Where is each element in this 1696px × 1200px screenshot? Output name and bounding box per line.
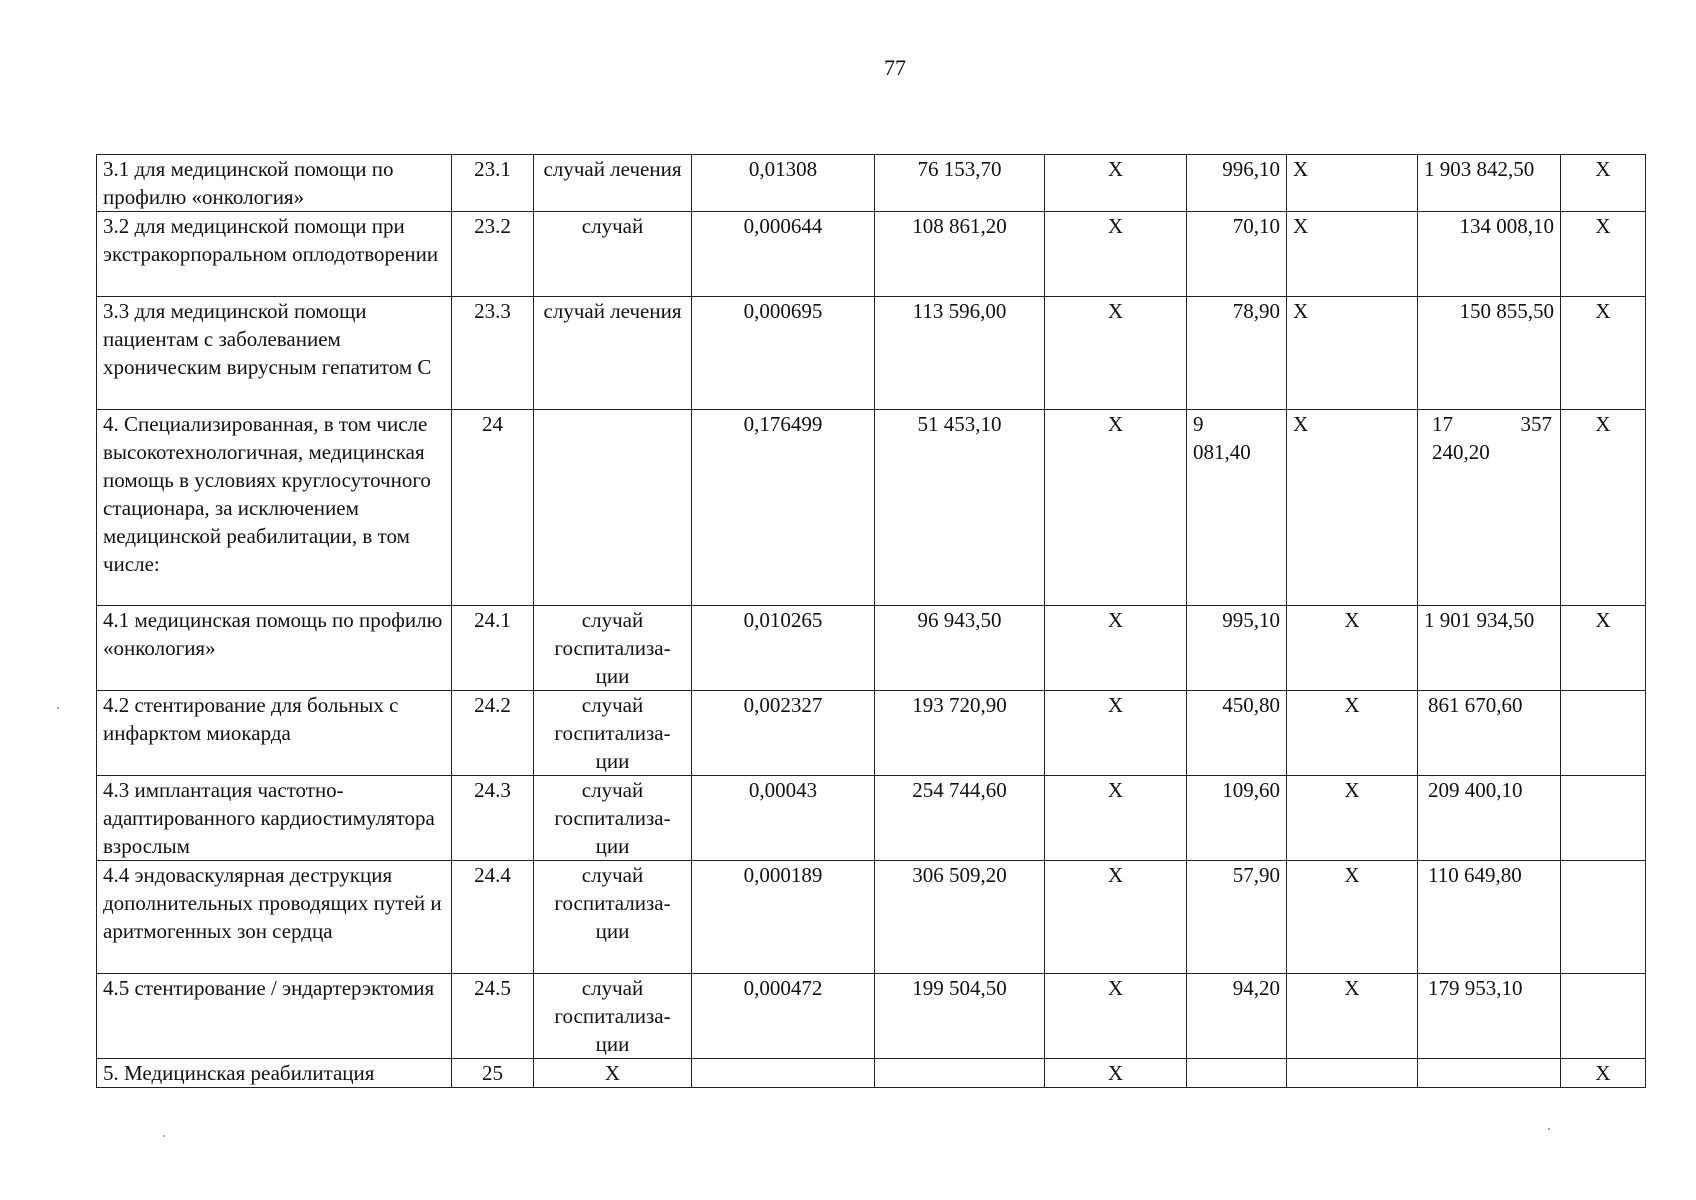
x-mark (1561, 691, 1646, 776)
unit-text: случай госпитализа-ции (554, 608, 671, 688)
volume-norm: 0,002327 (692, 691, 875, 776)
total-value: 1 903 842,50 (1418, 155, 1561, 212)
per-capita-value: 94,20 (1187, 974, 1287, 1059)
unit-of-measure (534, 861, 692, 974)
x-mark: X (1287, 776, 1418, 861)
x-mark: X (1561, 410, 1646, 606)
total-value: 150 855,50 (1418, 297, 1561, 410)
volume-norm: 0,01308 (692, 155, 875, 212)
volume-norm: 0,000644 (692, 212, 875, 297)
cost-norm: 51 453,10 (875, 410, 1045, 606)
x-mark: X (1561, 155, 1646, 212)
x-mark: X (1045, 776, 1187, 861)
per-capita-value: 995,10 (1187, 606, 1287, 691)
row-number: 23.2 (452, 212, 534, 297)
x-mark: X (1561, 606, 1646, 691)
table-row (97, 691, 1646, 776)
scan-speck (1548, 1128, 1550, 1130)
x-mark: X (1287, 606, 1418, 691)
table-row (97, 776, 1646, 861)
per-capita-value: 78,90 (1187, 297, 1287, 410)
per-capita-value: 57,90 (1187, 861, 1287, 974)
row-name: 4.1 медицинская помощь по профилю «онкология» (97, 606, 452, 691)
cost-norm: 113 596,00 (875, 297, 1045, 410)
row-number: 24.3 (452, 776, 534, 861)
unit-of-measure: X (534, 1059, 692, 1088)
per-capita-value: 450,80 (1187, 691, 1287, 776)
row-number: 24.1 (452, 606, 534, 691)
unit-of-measure (534, 691, 692, 776)
total-value (1418, 410, 1561, 606)
x-mark: X (1045, 691, 1187, 776)
per-capita-value: 109,60 (1187, 776, 1287, 861)
unit-of-measure (534, 974, 692, 1059)
row-name: 4.5 стентирование / эндартерэктомия (97, 974, 452, 1059)
unit-text: случай госпитализа-ции (554, 976, 671, 1056)
cost-norm: 96 943,50 (875, 606, 1045, 691)
x-mark: X (1561, 297, 1646, 410)
volume-norm: 0,000472 (692, 974, 875, 1059)
tariff-table (96, 154, 1646, 1088)
x-mark: X (1045, 974, 1187, 1059)
table-row (97, 297, 1646, 410)
volume-norm: 0,000695 (692, 297, 875, 410)
row-name: 4.4 эндоваскулярная деструкция дополнительных проводящих путей и аритмогенных зон сердца (97, 861, 452, 974)
total-value: 1 901 934,50 (1418, 606, 1561, 691)
x-mark: X (1561, 1059, 1646, 1088)
table-row (97, 410, 1646, 606)
total-value: 861 670,60 (1418, 691, 1561, 776)
total-value: 209 400,10 (1418, 776, 1561, 861)
row-name: 3.3 для медицинской помощи пациентам с заболеванием хроническим вирусным гепатитом С (97, 297, 452, 410)
unit-of-measure: случай (534, 212, 692, 297)
volume-norm: 0,000189 (692, 861, 875, 974)
x-mark: X (1045, 212, 1187, 297)
cost-norm: 306 509,20 (875, 861, 1045, 974)
x-mark: X (1045, 410, 1187, 606)
cost-norm: 108 861,20 (875, 212, 1045, 297)
row-number: 23.3 (452, 297, 534, 410)
x-mark: X (1287, 691, 1418, 776)
x-mark (1287, 1059, 1418, 1088)
table-row (97, 606, 1646, 691)
volume-norm (692, 1059, 875, 1088)
cost-norm: 193 720,90 (875, 691, 1045, 776)
row-name: 4. Специализированная, в том числе высокотехнологичная, медицинская помощь в условиях круглосуточного стационара, за исключением медицинской реабилитации, в том числе: (97, 410, 452, 606)
cost-norm: 254 744,60 (875, 776, 1045, 861)
table-row (97, 155, 1646, 212)
x-mark: X (1287, 974, 1418, 1059)
total-value: 179 953,10 (1418, 974, 1561, 1059)
row-number: 24 (452, 410, 534, 606)
row-name: 3.1 для медицинской помощи по профилю «онкология» (97, 155, 452, 212)
unit-of-measure (534, 606, 692, 691)
x-mark (1561, 776, 1646, 861)
unit-of-measure: случай лечения (534, 155, 692, 212)
row-number: 25 (452, 1059, 534, 1088)
x-mark: X (1287, 297, 1418, 410)
row-number: 23.1 (452, 155, 534, 212)
total-text: 17 357 240,20 (1432, 412, 1552, 464)
total-value (1418, 1059, 1561, 1088)
x-mark: X (1045, 606, 1187, 691)
unit-of-measure (534, 776, 692, 861)
per-capita-value: 996,10 (1187, 155, 1287, 212)
x-mark: X (1287, 861, 1418, 974)
row-name: 4.2 стентирование для больных с инфарктом миокарда (97, 691, 452, 776)
per-capita-value (1187, 1059, 1287, 1088)
x-mark: X (1287, 212, 1418, 297)
x-mark: X (1045, 155, 1187, 212)
row-name: 5. Медицинская реабилитация (97, 1059, 452, 1088)
per-capita-value: 70,10 (1187, 212, 1287, 297)
row-name: 3.2 для медицинской помощи при экстракорпоральном оплодотворении (97, 212, 452, 297)
total-value: 134 008,10 (1418, 212, 1561, 297)
unit-text: случай госпитализа-ции (554, 778, 671, 858)
per-capita-text: 9 081,40 (1193, 412, 1251, 464)
volume-norm: 0,176499 (692, 410, 875, 606)
table-row (97, 974, 1646, 1059)
cost-norm: 199 504,50 (875, 974, 1045, 1059)
table-row (97, 1059, 1646, 1088)
x-mark: X (1045, 1059, 1187, 1088)
x-mark: X (1045, 297, 1187, 410)
unit-text: случай госпитализа-ции (554, 693, 671, 773)
scan-speck (163, 1135, 165, 1137)
volume-norm: 0,00043 (692, 776, 875, 861)
table-row (97, 861, 1646, 974)
row-number: 24.2 (452, 691, 534, 776)
x-mark: X (1287, 155, 1418, 212)
x-mark: X (1287, 410, 1418, 606)
unit-of-measure: случай лечения (534, 297, 692, 410)
total-value: 110 649,80 (1418, 861, 1561, 974)
per-capita-value (1187, 410, 1287, 606)
row-number: 24.4 (452, 861, 534, 974)
unit-text: случай госпитализа-ции (554, 863, 671, 943)
cost-norm: 76 153,70 (875, 155, 1045, 212)
x-mark: X (1561, 212, 1646, 297)
scan-speck (57, 707, 59, 709)
page-number: 77 (884, 55, 906, 80)
x-mark (1561, 974, 1646, 1059)
cost-norm (875, 1059, 1045, 1088)
row-number: 24.5 (452, 974, 534, 1059)
volume-norm: 0,010265 (692, 606, 875, 691)
x-mark (1561, 861, 1646, 974)
row-name: 4.3 имплантация частотно-адаптированного кардиостимулятора взрослым (97, 776, 452, 861)
x-mark: X (1045, 861, 1187, 974)
unit-of-measure (534, 410, 692, 606)
table-row (97, 212, 1646, 297)
